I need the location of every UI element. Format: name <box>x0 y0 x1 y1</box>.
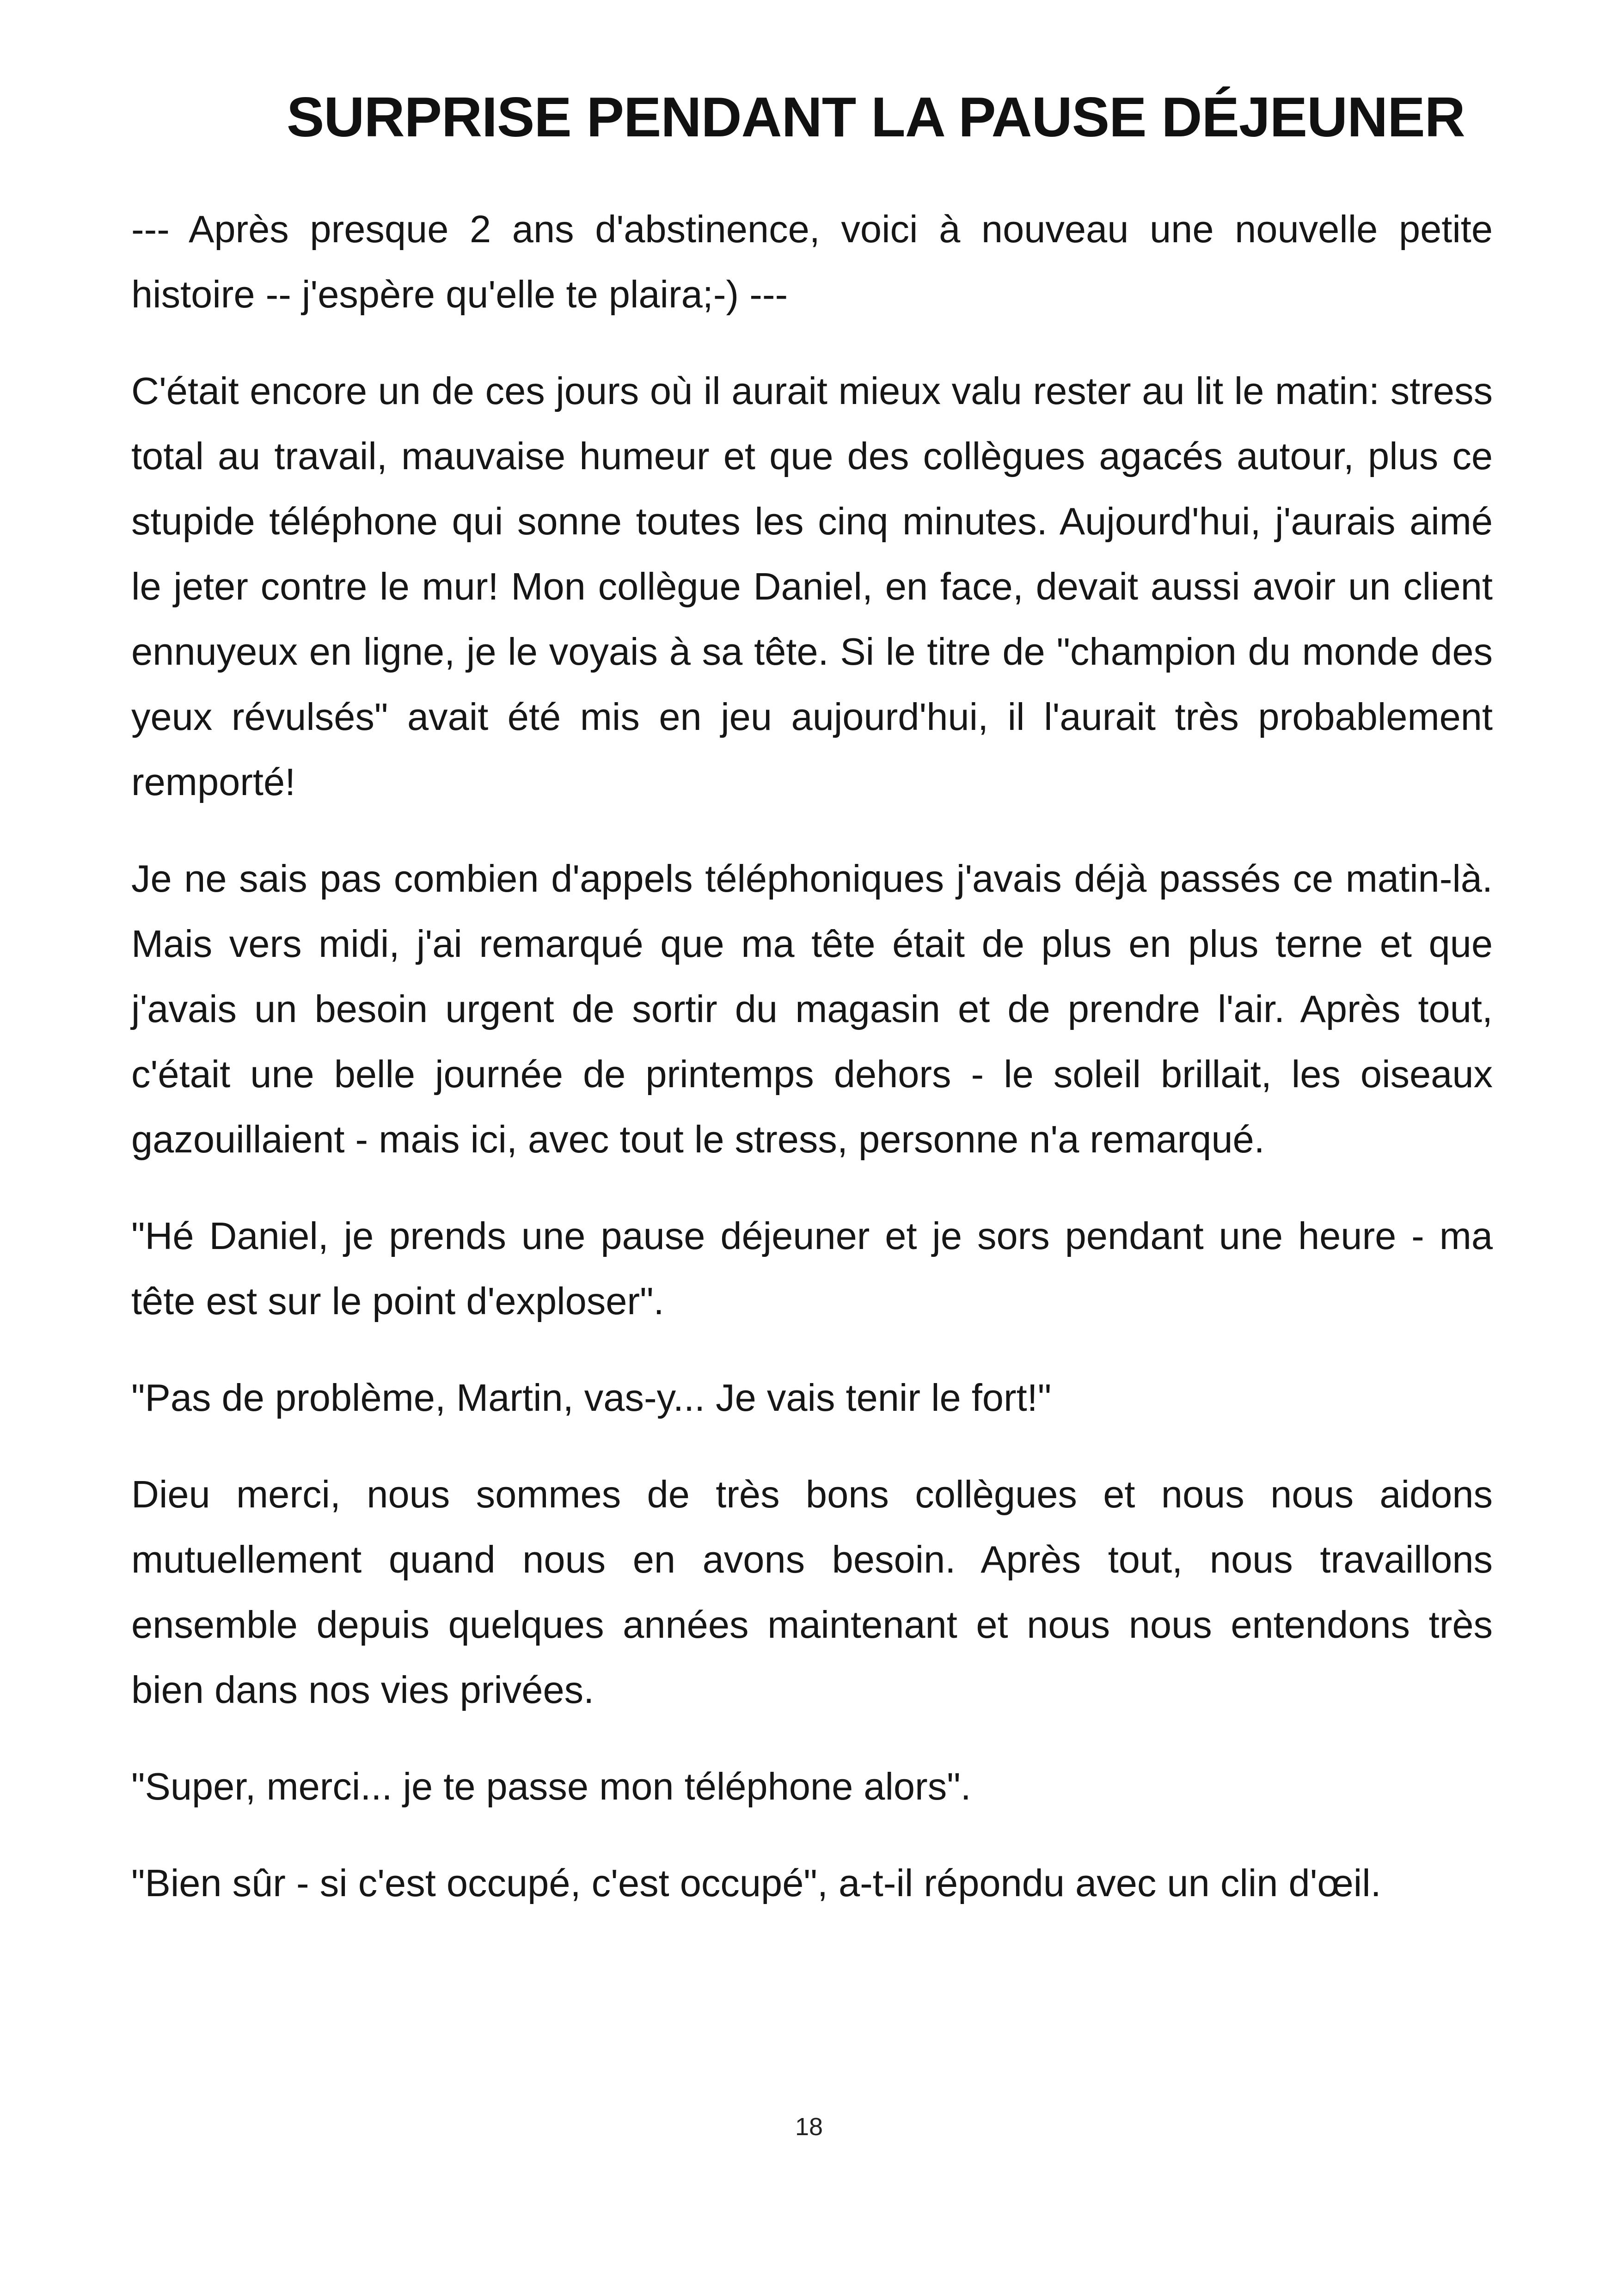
story-body <box>131 196 1493 1947</box>
paragraph: "Bien sûr - si c'est occupé, c'est occupé", a-t-il répondu avec un clin d'œil. <box>131 1861 1381 1904</box>
paragraph: --- Après presque 2 ans d'abstinence, voici à nouveau une nouvelle petite histoire -- j'espère qu'elle te plaira;-) --- <box>131 208 1493 316</box>
paragraph: "Pas de problème, Martin, vas-y... Je vais tenir le fort!" <box>131 1376 1052 1419</box>
page-number: 18 <box>795 2113 823 2141</box>
page-title: SURPRISE PENDANT LA PAUSE DÉJEUNER <box>287 86 1465 148</box>
paragraph: "Hé Daniel, je prends une pause déjeuner et je sors pendant une heure - ma tête est sur le point d'exploser". <box>131 1214 1493 1322</box>
paragraph: "Super, merci... je te passe mon téléphone alors". <box>131 1765 971 1808</box>
paragraph: Je ne sais pas combien d'appels téléphoniques j'avais déjà passés ce matin-là. Mais vers midi, j'ai remarqué que ma tête était de plus en plus terne et que j'avais un besoin urgent de sortir du magasin et de prendre l'air. Après tout, c'était une belle journée de printemps dehors - le soleil brillait, les oiseaux gazouillaient - mais ici, avec tout le stress, personne n'a remarqué. <box>131 857 1493 1161</box>
paragraph: Dieu merci, nous sommes de très bons collègues et nous nous aidons mutuellement quand nous en avons besoin. Après tout, nous travaillons ensemble depuis quelques années maintenant et nous nous entendons très bien dans nos vies privées. <box>131 1473 1493 1711</box>
paragraph: C'était encore un de ces jours où il aurait mieux valu rester au lit le matin: stress total au travail, mauvaise humeur et que des collègues agacés autour, plus ce stupide téléphone qui sonne toutes les cinq minutes. Aujourd'hui, j'aurais aimé le jeter contre le mur! Mon collègue Daniel, en face, devait aussi avoir un client ennuyeux en ligne, je le voyais à sa tête. Si le titre de "champion du monde des yeux révulsés" avait été mis en jeu aujourd'hui, il l'aurait très probablement remporté! <box>131 369 1493 803</box>
